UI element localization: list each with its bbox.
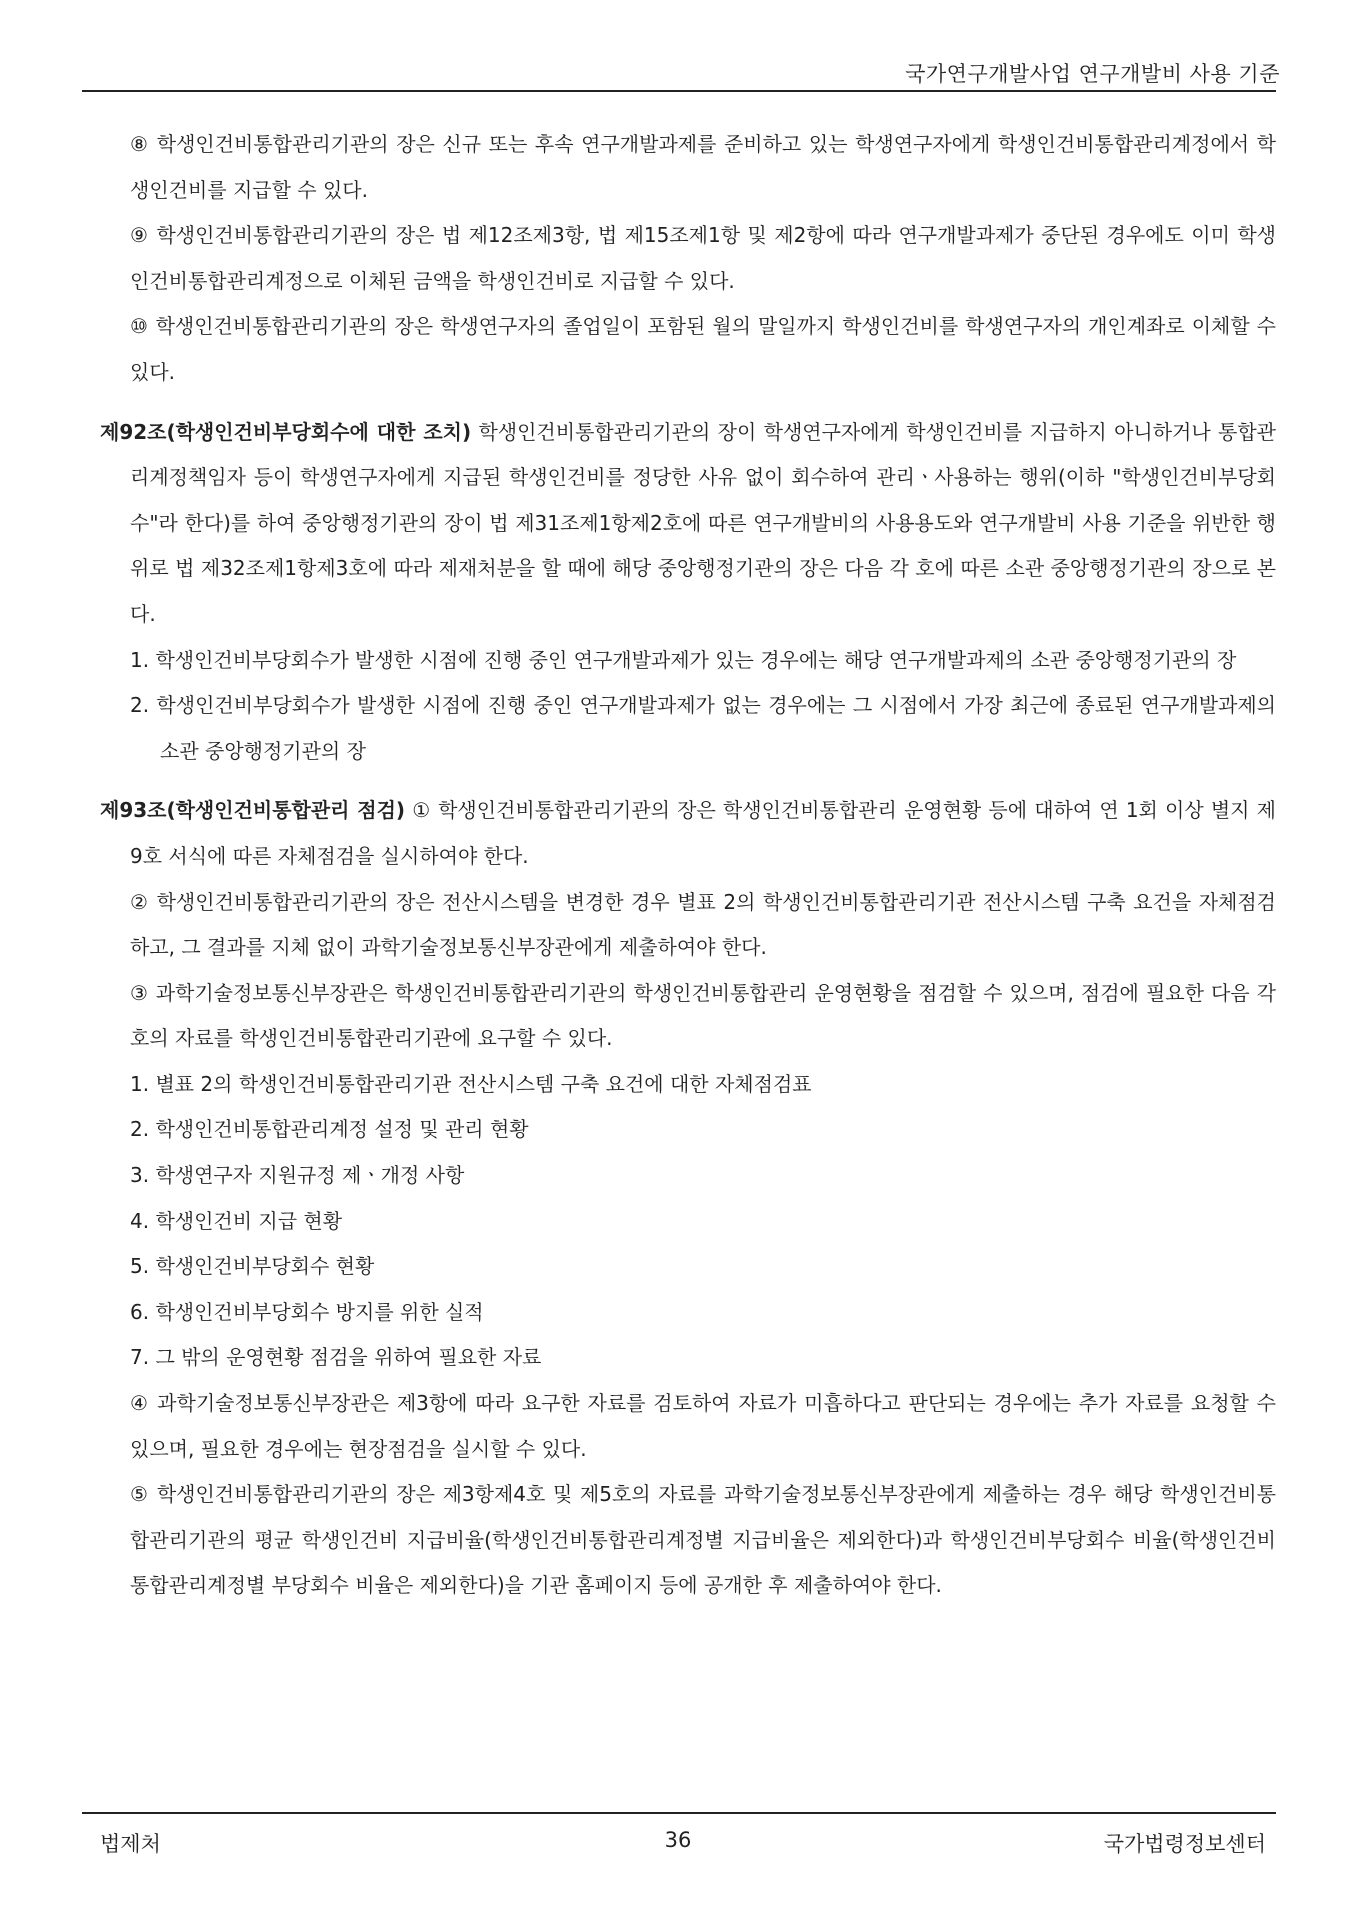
article-93-item-3: 3. 학생연구자 지원규정 제ㆍ개정 사항 [130, 1163, 465, 1188]
footer-publisher: 법제처 [100, 1832, 161, 1856]
document-body [100, 122, 1276, 1609]
article-92-item-1: 1. 학생인건비부당회수가 발생한 시점에 진행 중인 연구개발과제가 있는 경우에는 해당 연구개발과제의 소관 중앙행정기관의 장 [130, 647, 1237, 672]
article-92-item-2: 2. 학생인건비부당회수가 발생한 시점에 진행 중인 연구개발과제가 없는 경우에는 그 시점에서 가장 최근에 종료된 연구개발과제의 소관 중앙행정기관의 장 [130, 693, 1276, 763]
article-93-body: ① 학생인건비통합관리기관의 장은 학생인건비통합관리 운영현황 등에 대하여 연 1회 이상 별지 제9호 서식에 따른 자체점검을 실시하여야 한다. [130, 798, 1276, 868]
article-93-paragraph-3: ③ 과학기술정보통신부장관은 학생인건비통합관리기관의 학생인건비통합관리 운영현황을 점검할 수 있으며, 점검에 필요한 다음 각 호의 자료를 학생인건비통합관리기관에 요구할 수 있다. [130, 980, 1276, 1051]
section-gap [100, 774, 1276, 788]
paragraph-10: ⑩ 학생인건비통합관리기관의 장은 학생연구자의 졸업일이 포함된 월의 말일까지 학생인건비를 학생연구자의 개인계좌로 이체할 수 있다. [130, 314, 1276, 384]
footer-rule [82, 1812, 1276, 1814]
article-93-item-1: 1. 별표 2의 학생인건비통합관리기관 전산시스템 구축 요건에 대한 자체점검표 [130, 1071, 812, 1096]
paragraph-8: ⑧ 학생인건비통합관리기관의 장은 신규 또는 후속 연구개발과제를 준비하고 있는 학생연구자에게 학생인건비통합관리계정에서 학생인건비를 지급할 수 있다. [130, 132, 1276, 202]
article-93-item-4: 4. 학생인건비 지급 현황 [130, 1208, 343, 1233]
article-93-item-5: 5. 학생인건비부당회수 현황 [130, 1254, 375, 1279]
article-93 [100, 788, 1276, 879]
paragraph-9: ⑨ 학생인건비통합관리기관의 장은 법 제12조제3항, 법 제15조제1항 및 제2항에 따라 연구개발과제가 중단된 경우에도 이미 학생인건비통합관리계정으로 이체된 금액을 학생인건비로 지급할 수 있다. [130, 223, 1276, 293]
header-rule [82, 90, 1276, 92]
page-number: 36 [664, 1828, 692, 1852]
footer-source: 국가법령정보센터 [1103, 1832, 1266, 1856]
article-93-paragraph-2: ② 학생인건비통합관리기관의 장은 전산시스템을 변경한 경우 별표 2의 학생인건비통합관리기관 전산시스템 구축 요건을 자체점검하고, 그 결과를 지체 없이 과학기술정보통신부장관에게 제출하여야 한다. [130, 889, 1276, 960]
article-92 [100, 410, 1276, 638]
section-gap [100, 396, 1276, 410]
article-93-paragraph-4: ④ 과학기술정보통신부장관은 제3항에 따라 요구한 자료를 검토하여 자료가 미흡하다고 판단되는 경우에는 추가 자료를 요청할 수 있으며, 필요한 경우에는 현장점검을 실시할 수 있다. [130, 1391, 1276, 1461]
running-header: 국가연구개발사업 연구개발비 사용 기준 [905, 62, 1280, 86]
article-92-body: 학생인건비통합관리기관의 장이 학생연구자에게 학생인건비를 지급하지 아니하거나 통합관리계정책임자 등이 학생연구자에게 지급된 학생인건비를 정당한 사유 없이 회수하여 관리ㆍ사용하는 행위(이하 "학생인건비부당회수"라 한다)를 하여 중앙행정기관의 장이 법 제31조제1항제2호에 따른 연구개발비의 사용용도와 연구개발비 사용 기준을 위반한 행위로 법 제32조제1항제3호에 따라 제재처분을 할 때에 해당 중앙행정기관의 장은 다음 각 호에 따른 소관 중앙행정기관의 장으로 본다. [130, 419, 1276, 626]
article-92-heading: 제92조(학생인건비부당회수에 대한 조치) [100, 419, 472, 444]
article-93-item-2: 2. 학생인건비통합관리계정 설정 및 관리 현황 [130, 1117, 529, 1142]
article-93-item-6: 6. 학생인건비부당회수 방지를 위한 실적 [130, 1299, 484, 1324]
article-93-paragraph-5: ⑤ 학생인건비통합관리기관의 장은 제3항제4호 및 제5호의 자료를 과학기술정보통신부장관에게 제출하는 경우 해당 학생인건비통합관리기관의 평균 학생인건비 지급비율(학생인건비통합관리계정별 지급비율은 제외한다)과 학생인건비부당회수 비율(학생인건비통합관리계정별 부당회수 비율은 제외한다)을 기관 홈페이지 등에 공개한 후 제출하여야 한다. [130, 1482, 1276, 1598]
article-93-heading: 제93조(학생인건비통합관리 점검) [100, 798, 406, 823]
article-93-item-7: 7. 그 밖의 운영현황 점검을 위하여 필요한 자료 [130, 1345, 542, 1370]
